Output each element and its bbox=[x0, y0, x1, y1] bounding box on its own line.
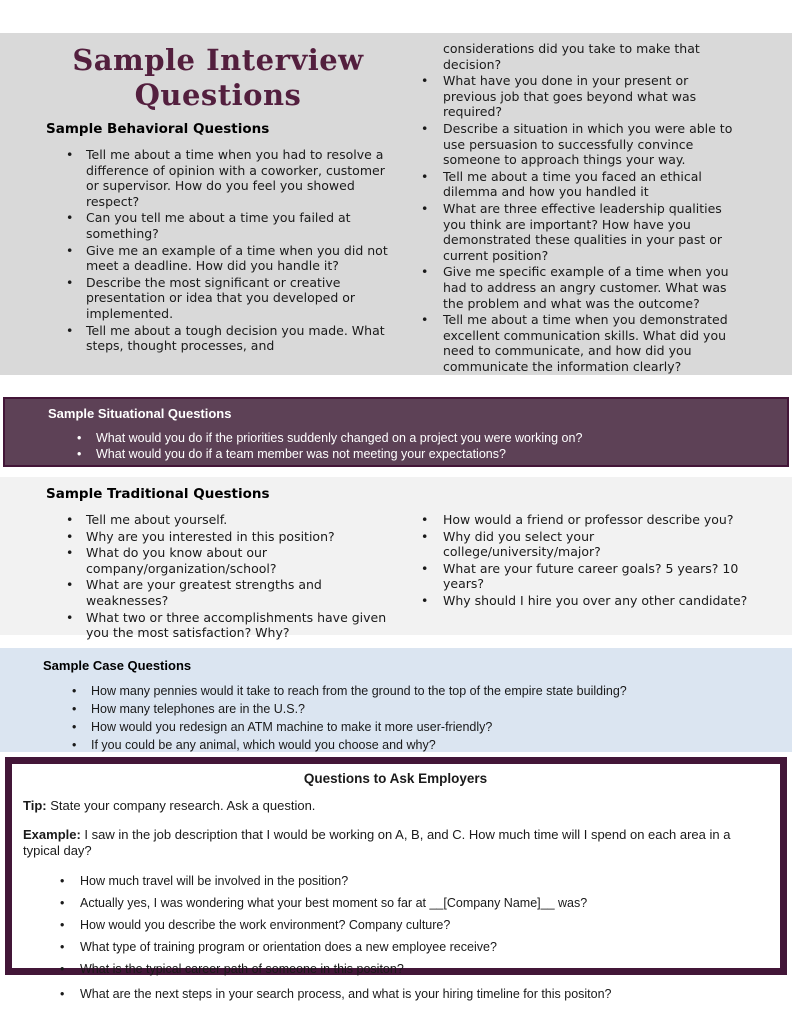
list-item: • What are your future career goals? 5 years? 10 years? bbox=[408, 561, 752, 592]
page-title-line1: Sample Interview bbox=[72, 43, 364, 77]
behavioral-right-column bbox=[398, 33, 792, 375]
tip-label: Tip: bbox=[23, 798, 47, 813]
case-list bbox=[43, 683, 792, 753]
section-case bbox=[0, 648, 792, 752]
list-item: • Why should I hire you over any other candidate? bbox=[408, 593, 752, 609]
list-item: • Tell me about yourself. bbox=[46, 512, 398, 528]
behavioral-heading: Sample Behavioral Questions bbox=[46, 121, 270, 137]
employers-heading: Questions to Ask Employers bbox=[303, 771, 488, 786]
case-heading: Sample Case Questions bbox=[43, 658, 192, 673]
list-item: • How many pennies would it take to reach from the ground to the top of the empire state building? bbox=[43, 683, 792, 699]
behavioral-right-list bbox=[408, 73, 740, 374]
list-item: • Describe the most significant or creative presentation or idea that you developed or implemented. bbox=[46, 275, 390, 322]
list-item: • What would you do if the priorities suddenly changed on a project you were working on? bbox=[48, 430, 787, 446]
list-item: • What type of training program or orientation does a new employee receive? bbox=[23, 940, 768, 955]
list-item: • Tell me about a tough decision you made. What steps, thought processes, and bbox=[46, 323, 390, 354]
traditional-heading: Sample Traditional Questions bbox=[46, 486, 270, 502]
section-situational bbox=[3, 397, 789, 467]
traditional-right-list bbox=[408, 512, 752, 609]
list-item: • If you could be any animal, which would you choose and why? bbox=[43, 737, 792, 753]
behavioral-left-list bbox=[46, 147, 390, 354]
page-title-line2: Questions bbox=[134, 78, 302, 112]
list-item: • Can you tell me about a time you failed at something? bbox=[46, 210, 390, 241]
situational-heading: Sample Situational Questions bbox=[48, 406, 232, 421]
behavioral-continuation-text: considerations did you take to make that decision? bbox=[443, 41, 700, 72]
list-item: • How much travel will be involved in the position? bbox=[23, 874, 768, 889]
section-employers bbox=[5, 757, 787, 1001]
list-item: • What have you done in your present or previous job that goes beyond what was required? bbox=[408, 73, 740, 120]
list-item: • What are the next steps in your search process, and what is your hiring timeline for this positon? bbox=[23, 987, 768, 1002]
list-item: • What would you do if a team member was not meeting your expectations? bbox=[48, 446, 787, 462]
list-item: • Tell me about a time when you had to resolve a difference of opinion with a coworker, customer or supervisor. How do you feel you showed respect? bbox=[46, 147, 390, 209]
list-item: • Give me specific example of a time when you had to address an angry customer. What was the problem and what was the outcome? bbox=[408, 264, 740, 311]
list-item: • What do you know about our company/organization/school? bbox=[46, 545, 398, 576]
employers-tip bbox=[23, 798, 768, 815]
list-item: • What two or three accomplishments have given you the most satisfaction? Why? bbox=[46, 610, 398, 641]
list-item: • What is the typical career path of someone in this positon? bbox=[23, 962, 768, 977]
section-traditional bbox=[0, 477, 792, 641]
traditional-right-column bbox=[398, 512, 792, 642]
list-item: • How would you describe the work environment? Company culture? bbox=[23, 918, 768, 933]
top-margin bbox=[0, 0, 792, 33]
example-label: Example: bbox=[23, 826, 81, 842]
section-gap bbox=[0, 467, 792, 477]
traditional-columns bbox=[0, 512, 792, 642]
list-item: • Actually yes, I was wondering what your best moment so far at __[Company Name]__ was? bbox=[23, 896, 768, 911]
behavioral-left-column bbox=[0, 33, 398, 375]
section-gap bbox=[0, 375, 792, 397]
list-item: • Tell me about a time when you demonstrated excellent communication skills. What did you need to communicate, and how did you communicate the information clearly? bbox=[408, 312, 740, 374]
page-title bbox=[46, 43, 390, 113]
employers-list bbox=[23, 874, 768, 1002]
section-behavioral bbox=[0, 33, 792, 375]
list-item: • How many telephones are in the U.S.? bbox=[43, 701, 792, 717]
list-item: • Why are you interested in this position? bbox=[46, 529, 398, 545]
tip-text: State your company research. Ask a question. bbox=[46, 798, 316, 813]
traditional-left-column bbox=[0, 512, 398, 642]
situational-list bbox=[48, 430, 787, 462]
list-item: • How would a friend or professor describe you? bbox=[408, 512, 752, 528]
list-item: • What are your greatest strengths and weaknesses? bbox=[46, 577, 398, 608]
list-item: • Describe a situation in which you were able to use persuasion to successfully convince someone to approach things your way. bbox=[408, 121, 740, 168]
example-text: I saw in the job description that I would be working on A, B, and C. How much time will I spend on each area in a typical day? bbox=[23, 826, 731, 858]
employers-example bbox=[23, 827, 768, 860]
list-item: • What are three effective leadership qualities you think are important? How have you demonstrated these qualities in your past or current position? bbox=[408, 201, 740, 263]
traditional-left-list bbox=[46, 512, 398, 641]
list-item: • How would you redesign an ATM machine to make it more user-friendly? bbox=[43, 719, 792, 735]
list-item: • Why did you select your college/university/major? bbox=[408, 529, 752, 560]
list-item: • Give me an example of a time when you did not meet a deadline. How did you handle it? bbox=[46, 243, 390, 274]
list-item: • Tell me about a time you faced an ethical dilemma and how you handled it bbox=[408, 169, 740, 200]
